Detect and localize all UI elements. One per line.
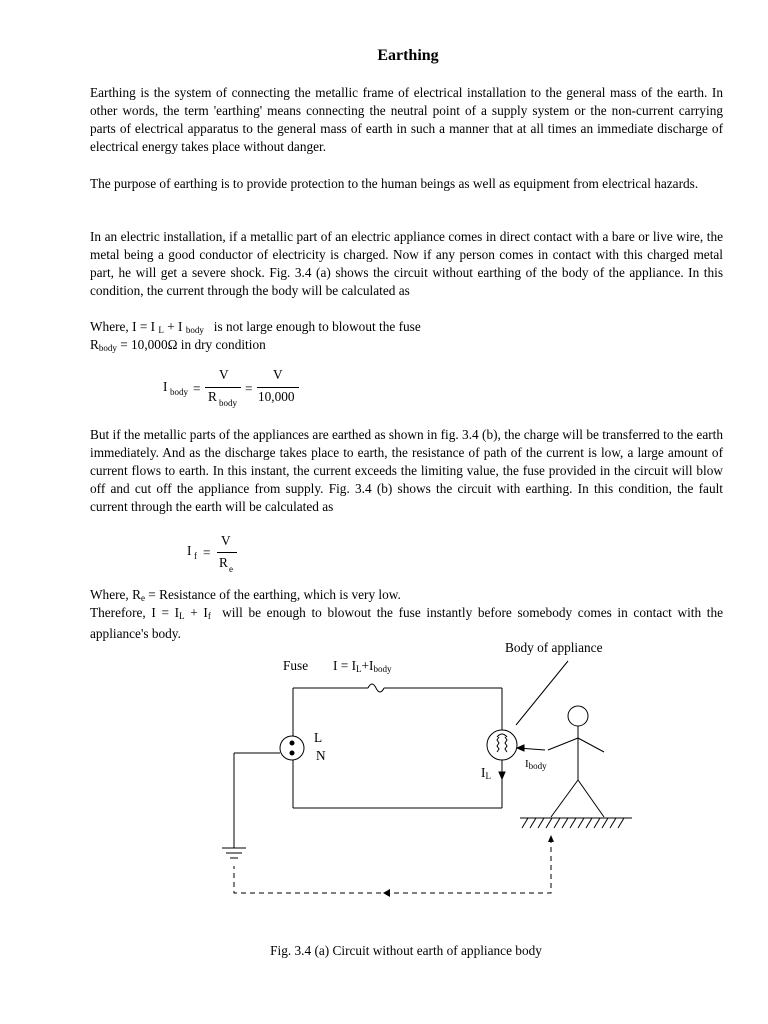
ibody-label: $I_{body}$ xyxy=(525,758,547,771)
paragraph-purpose: The purpose of earthing is to provide protection to the human beings as well as equipment from electrical hazards. xyxy=(90,176,699,191)
person-left-leg xyxy=(551,780,578,817)
eq2-denominator-sub: e xyxy=(229,564,233,574)
dashed-up-arrowhead xyxy=(548,835,554,842)
current-equation-label: $I = I_L+I_{body}$ xyxy=(333,658,392,674)
person-head xyxy=(568,706,588,726)
body-pointer-line xyxy=(516,661,568,725)
therefore-paragraph: Therefore, $I = I_L + I_f$ will be enough to blowout the fuse instantly before somebody comes in contact with the appliance's body. xyxy=(90,605,724,641)
where-re-line: Where, $R_e$ = Resistance of the earthing, which is very low. xyxy=(90,587,401,603)
figure-caption: Fig. 3.4 (a) Circuit without earth of appliance body xyxy=(270,943,542,958)
fuse-label: Fuse xyxy=(283,658,309,673)
supply-terminal-l xyxy=(290,741,294,745)
eq1-lhs: I xyxy=(163,379,168,394)
ground-hatch xyxy=(522,818,624,828)
l-terminal-label: L xyxy=(314,730,323,745)
appliance-coil xyxy=(497,734,507,752)
dashed-return-path xyxy=(234,838,551,893)
paragraph-without-earthing: In an electric installation, if a metallic part of an electric appliance comes in direct contact with a bare or live wire, the metal being a good conductor of electricity is charged. Now if any person comes in contact with this charged metal part, he will get a severe shock. Fig. 3.4 (a) shows the circuit without earthing of the body of the appliance. In this condition, the current through the body will be calculated as xyxy=(90,229,723,298)
paragraph-definition: Earthing is the system of connecting the metallic frame of electrical installation to the general mass of the earth. In other words, the term 'earthing' means connecting the neutral point of a supply system or the non-current carrying parts of electrical apparatus to the general mass of earth in such a manner that at all times an immediate discharge of electrical energy takes place without danger. xyxy=(90,85,723,154)
il-arrowhead xyxy=(499,772,505,779)
rbody-line: $R_{body} = 10,000\Omega$ in dry condition xyxy=(90,337,266,353)
eq2-lhs: I xyxy=(187,543,192,558)
fuse-symbol xyxy=(368,684,384,692)
il-label: $I_L$ xyxy=(481,765,491,781)
n-terminal-label: N xyxy=(316,748,326,763)
eq2-lhs-sub: f xyxy=(194,551,197,561)
where-current-line: Where, I = I $_L$ + I $_{body}$ is not large enough to blowout the fuse xyxy=(90,319,421,335)
paragraph-with-earthing: But if the metallic parts of the appliances are earthed as shown in fig. 3.4 (b), the charge will be transferred to the earth immediately. And as the discharge takes place to earth, the resistance of path of the current is low, a large amount of current flows to earth. In this instant, the current exceeds the limiting value, the fuse provided in the circuit will blow off and cut off the appliance from supply. Fig. 3.4 (b) shows the circuit with earthing. In this condition, the fault current through the earth will be calculated as xyxy=(90,427,723,514)
person-right-leg xyxy=(578,780,604,817)
body-of-appliance-label: Body of appliance xyxy=(505,640,603,655)
eq1-denominator-2: 10,000 xyxy=(258,389,295,404)
supply-source-circle xyxy=(280,736,304,760)
eq1-equals: = xyxy=(193,381,201,396)
eq2-equals: = xyxy=(203,545,211,560)
person-left-arm xyxy=(548,738,578,750)
eq1-numerator-2: V xyxy=(273,367,283,382)
supply-terminal-n xyxy=(290,751,294,755)
eq1-equals-2: = xyxy=(245,381,253,396)
eq2-denominator: R xyxy=(219,555,228,570)
eq1-denominator-1-sub: body xyxy=(219,398,237,408)
eq2-numerator: V xyxy=(221,533,231,548)
dashed-left-arrowhead xyxy=(383,889,390,897)
page-title: Earthing xyxy=(377,47,439,64)
ibody-arrowhead xyxy=(517,745,524,751)
eq1-numerator-1: V xyxy=(219,367,229,382)
eq1-lhs-sub: body xyxy=(170,387,188,397)
eq1-denominator-1: R xyxy=(208,389,217,404)
person-right-arm xyxy=(578,738,604,752)
